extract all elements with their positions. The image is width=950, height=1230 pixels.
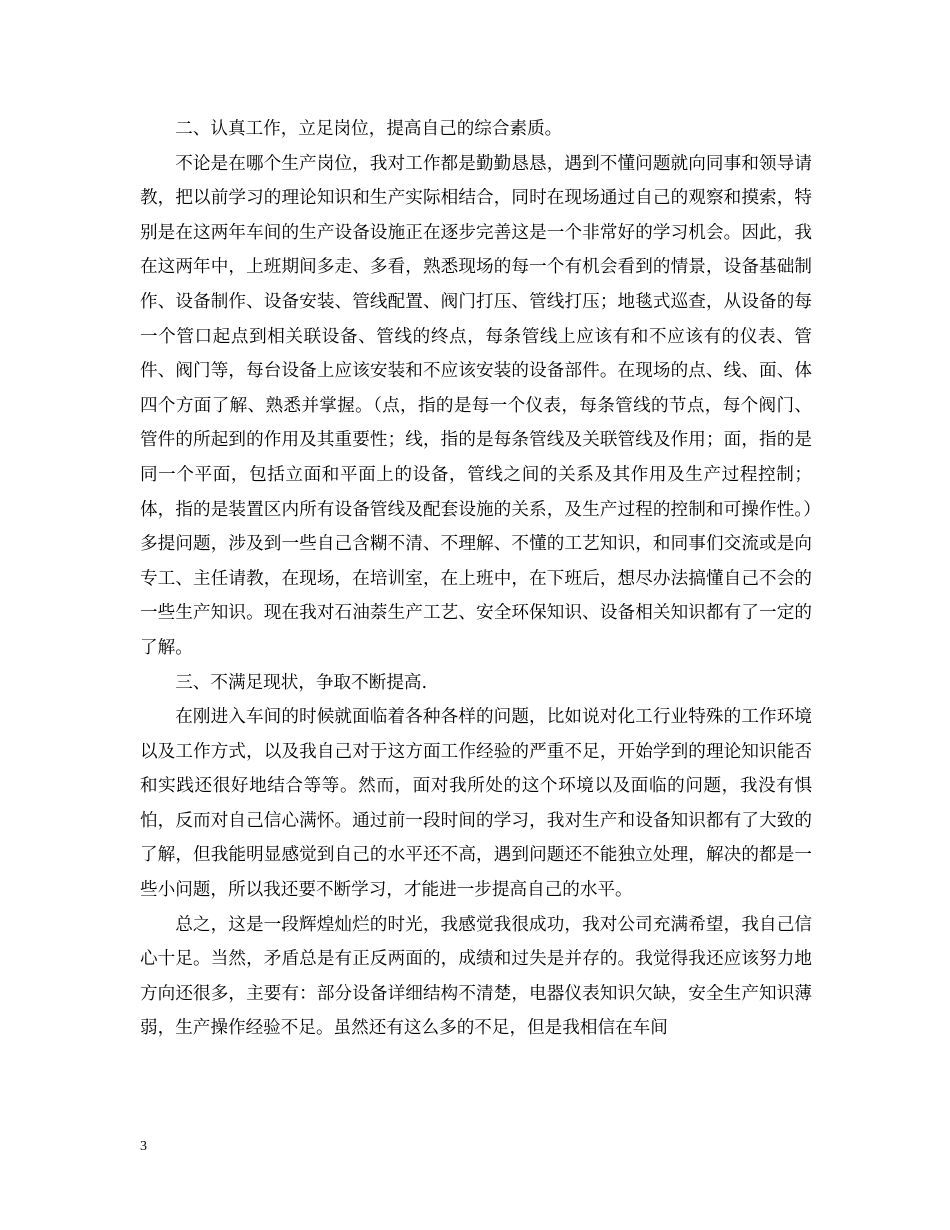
paragraph-summary: 总之，这是一段辉煌灿烂的时光，我感觉我很成功，我对公司充满希望，我自己信心十足。当然，矛盾总是有正反两面的，成绩和过失是并存的。我觉得我还应该努力地方向还很多，主要有：部分设备详细结构不清楚，电器仪表知识欠缺，安全生产知识薄弱，生产操作经验不足。虽然还有这么多的不足，但是我相信在车间 [140, 914, 812, 1039]
paragraph-learning-on-site: 不论是在哪个生产岗位，我对工作都是勤勤恳恳，遇到不懂问题就向同事和领导请教，把以前学习的理论知识和生产实际相结合，同时在现场通过自己的观察和摸索，特别是在这两年车间的生产设备设施正在逐步完善这是一个非常好的学习机会。因此，我在这两年中，上班期间多走、多看，熟悉现场的每一个有机会看到的情景，设备基础制作、设备制作、设备安装、管线配置、阀门打压、管线打压；地毯式巡查，从设备的每一个管口起点到相关联设备、管线的终点，每条管线上应该有和不应该有的仪表、管件、阀门等，每台设备上应该安装和不应该安装的设备部件。在现场的点、线、面、体四个方面了解、熟悉并掌握。（点，指的是每一个仪表，每条管线的节点，每个阀门、管件的所起到的作用及其重要性；线，指的是每条管线及关联管线及作用；面，指的是同一个平面，包括立面和平面上的设备，管线之间的关系及其作用及生产过程控制；体，指的是装置区内所有设备管线及配套设施的关系，及生产过程的控制和可操作性。）多提问题，涉及到一些自己含糊不清、不理解、不懂的工艺知识，和同事们交流或是向专工、主任请教，在现场，在培训室，在上班中，在下班后，想尽办法搞懂自己不会的一些生产知识。现在我对石油萘生产工艺、安全环保知识、设备相关知识都有了一定的了解。 [140, 153, 812, 658]
paragraph-challenges: 在刚进入车间的时候就面临着各种各样的问题，比如说对化工行业特殊的工作环境以及工作方式，以及我自己对于这方面工作经验的严重不足，开始学到的理论知识能否和实践还很好地结合等等。然而，面对我所处的这个环境以及面临的问题，我没有惧怕，反而对自己信心满怀。通过前一段时间的学习，我对生产和设备知识都有了大致的了解，但我能明显感觉到自己的水平还不高，遇到问题还不能独立处理，解决的都是一些小问题，所以我还要不断学习，才能进一步提高自己的水平。 [140, 707, 812, 901]
page-number: 3 [140, 1139, 147, 1154]
section-heading-two: 二、认真工作，立足岗位，提高自己的综合素质。 [175, 119, 563, 139]
section-heading-three: 三、不满足现状，争取不断提高. [175, 672, 428, 693]
document-body [140, 112, 812, 1046]
